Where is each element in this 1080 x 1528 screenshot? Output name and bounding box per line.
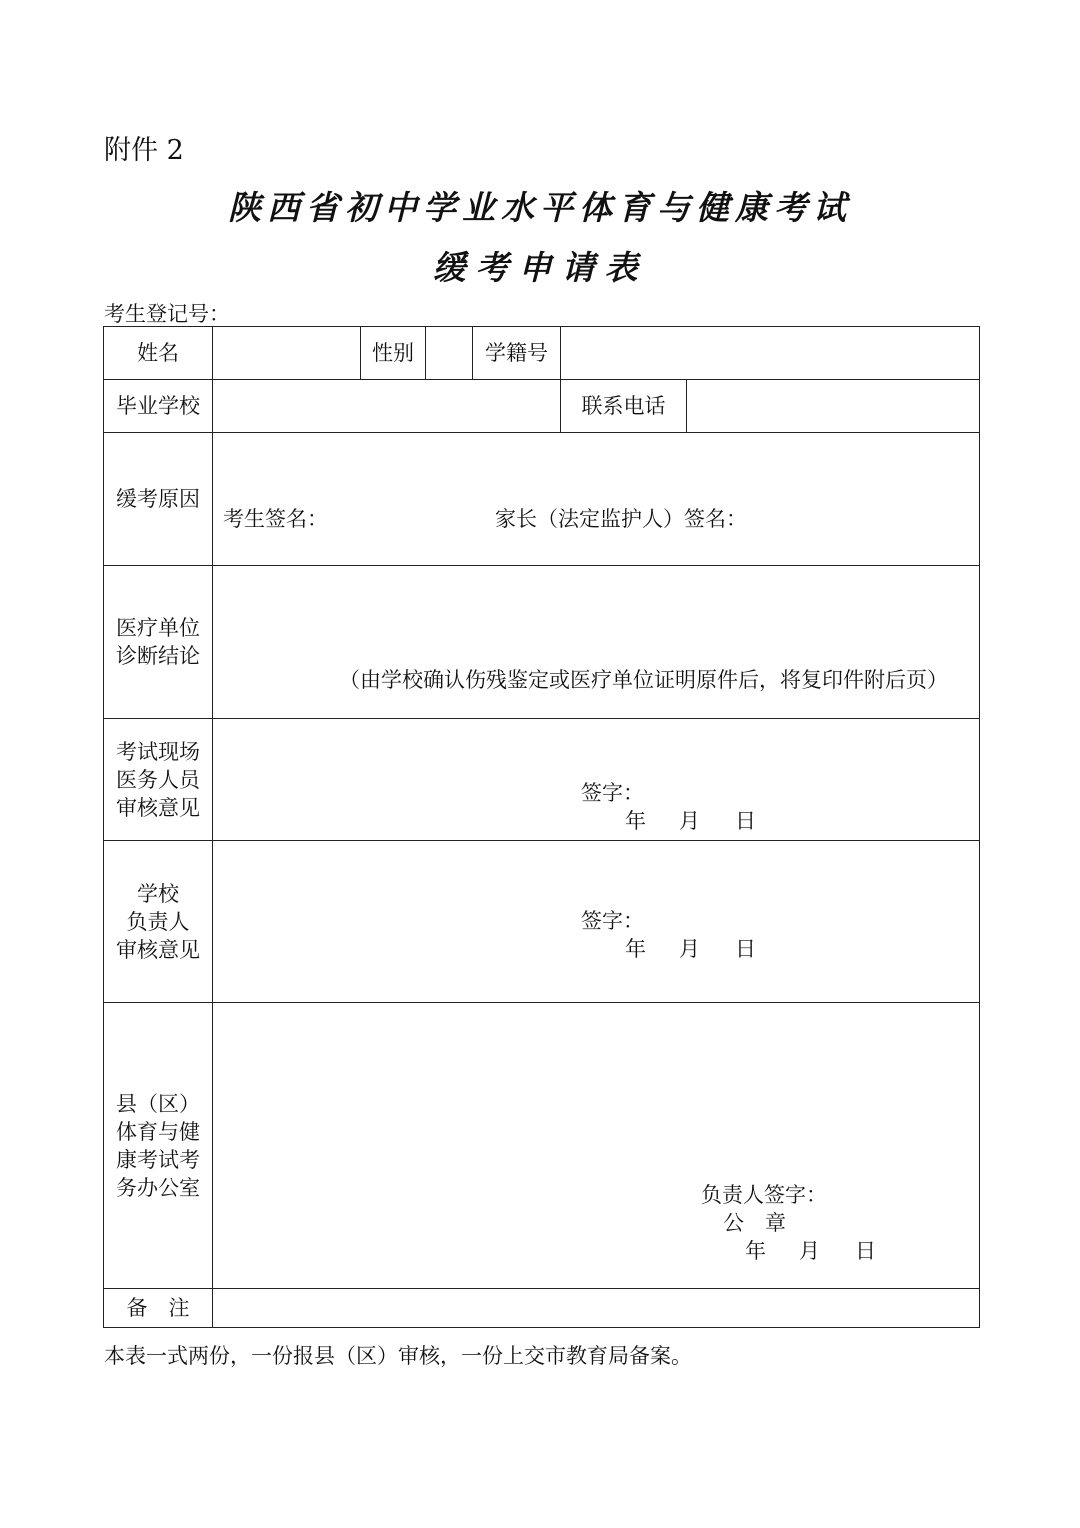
school-head-label-line3: 审核意见 (116, 937, 200, 962)
remarks-field[interactable] (213, 1289, 980, 1328)
school-head-day-label: 日 (735, 937, 756, 961)
medical-label-line2: 诊断结论 (116, 644, 200, 668)
registration-number-label: 考生登记号： (104, 302, 230, 326)
school-label: 毕业学校 (104, 380, 213, 433)
row-basic-info (104, 327, 980, 380)
application-form-table (103, 326, 980, 1328)
county-label-line3: 康考试考 (116, 1147, 200, 1172)
form-title-line1: 陕西省初中学业水平体育与健康考试 (228, 188, 852, 227)
row-school-head-review (104, 841, 980, 1003)
county-field[interactable] (213, 1003, 980, 1289)
onsite-label-line2: 医务人员 (116, 767, 200, 792)
reason-label: 缓考原因 (104, 433, 213, 566)
name-field[interactable] (213, 327, 361, 380)
student-id-field[interactable] (561, 327, 980, 380)
name-label: 姓名 (104, 327, 213, 380)
school-head-field[interactable] (213, 841, 980, 1003)
row-remarks (104, 1289, 980, 1328)
school-field[interactable] (213, 380, 561, 433)
gender-field[interactable] (426, 327, 473, 380)
onsite-label-line3: 审核意见 (116, 795, 200, 820)
attachment-label: 附件 2 (104, 135, 184, 166)
onsite-year-label: 年 (625, 809, 646, 833)
onsite-day-label: 日 (735, 809, 756, 833)
county-label-line2: 体育与健 (116, 1119, 200, 1144)
medical-label-line1: 医疗单位 (116, 616, 200, 640)
remarks-label: 备 注 (104, 1289, 213, 1328)
medical-field[interactable] (213, 566, 980, 719)
form-title-line2: 缓考申请表 (432, 248, 648, 287)
footer-note: 本表一式两份，一份报县（区）审核，一份上交市教育局备案。 (104, 1344, 692, 1368)
county-day-label: 日 (855, 1239, 876, 1263)
gender-label: 性别 (361, 327, 426, 380)
school-head-label (104, 841, 213, 1003)
onsite-month-label: 月 (679, 809, 700, 833)
row-onsite-review (104, 719, 980, 841)
school-head-sign-label: 签字： (581, 909, 644, 933)
row-medical-conclusion (104, 566, 980, 719)
student-id-label: 学籍号 (473, 327, 561, 380)
county-label (104, 1003, 213, 1289)
county-label-line1: 县（区） (116, 1091, 200, 1116)
onsite-label-line1: 考试现场 (116, 739, 200, 764)
phone-label: 联系电话 (561, 380, 687, 433)
school-head-month-label: 月 (679, 937, 700, 961)
school-head-year-label: 年 (625, 937, 646, 961)
row-county-office (104, 1003, 980, 1289)
medical-label (104, 566, 213, 719)
row-deferral-reason (104, 433, 980, 566)
student-signature-label: 考生签名： (223, 507, 328, 531)
onsite-field[interactable] (213, 719, 980, 841)
reason-field[interactable] (213, 433, 980, 566)
county-year-label: 年 (745, 1239, 766, 1263)
school-head-label-line1: 学校 (137, 881, 179, 906)
row-school-info (104, 380, 980, 433)
school-head-label-line2: 负责人 (126, 909, 190, 934)
county-seal-label: 公 章 (723, 1211, 786, 1235)
county-month-label: 月 (799, 1239, 820, 1263)
onsite-label (104, 719, 213, 841)
medical-note: （由学校确认伤残鉴定或医疗单位证明原件后，将复印件附后页） (339, 668, 948, 692)
county-sign-label: 负责人签字： (701, 1183, 827, 1207)
phone-field[interactable] (687, 380, 980, 433)
onsite-sign-label: 签字： (581, 781, 644, 805)
parent-signature-label: 家长（法定监护人）签名： (495, 507, 747, 531)
county-label-line4: 务办公室 (116, 1175, 200, 1200)
